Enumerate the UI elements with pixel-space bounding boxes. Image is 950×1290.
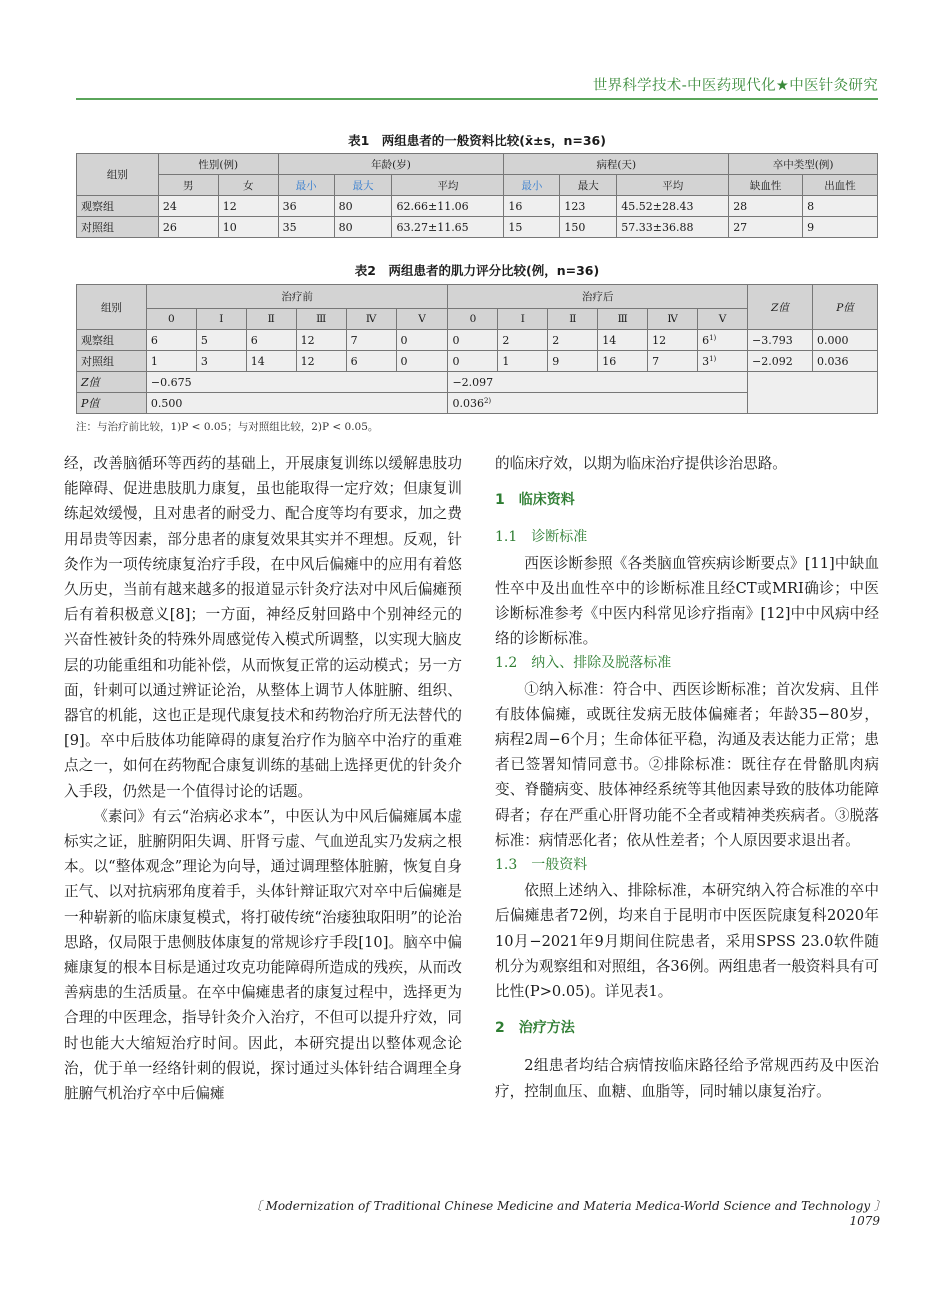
table-cell: 16 (598, 351, 648, 372)
t2-level-after: Ⅳ (648, 309, 698, 330)
table-row (77, 217, 878, 238)
table-cell: 57.33±36.88 (617, 217, 729, 238)
t1-sub-course-mean: 平均 (617, 175, 729, 196)
t1-sub-course-max: 最大 (560, 175, 617, 196)
table-cell: 80 (334, 217, 392, 238)
cell-value: 3 (702, 354, 710, 368)
t1-sub-age-max: 最大 (334, 175, 392, 196)
table-cell: 1 (498, 351, 548, 372)
t1-sub-female: 女 (218, 175, 278, 196)
table-cell: −3.793 (748, 330, 813, 351)
t2-level-before: Ⅳ (346, 309, 396, 330)
table-cell: 2 (498, 330, 548, 351)
table-cell: 6 (346, 351, 396, 372)
t2-level-after: Ⅰ (498, 309, 548, 330)
table-cell: 150 (560, 217, 617, 238)
subsection-heading: 1.3 一般资料 (495, 857, 588, 874)
table-cell: 80 (334, 196, 392, 217)
journal-title: 世界科学技术-中医药现代化★中医针灸研究 (592, 78, 878, 94)
t2-header-before: 治疗前 (146, 285, 448, 309)
t2-row-group: 观察组 (77, 330, 147, 351)
subsection-heading: 1.2 纳入、排除及脱落标准 (495, 655, 672, 672)
t2-level-before: Ⅲ (296, 309, 346, 330)
t1-sub-age-min: 最小 (278, 175, 334, 196)
t1-sub-course-min: 最小 (504, 175, 560, 196)
table-cell: 45.52±28.43 (617, 196, 729, 217)
section-heading: 2 治疗方法 (495, 1020, 575, 1037)
t1-header-age: 年龄(岁) (278, 154, 504, 175)
t2-z-label: Z值 (77, 372, 147, 393)
table-cell: 12 (296, 330, 346, 351)
table-cell: 62.66±11.06 (392, 196, 504, 217)
t2-level-after: Ⅱ (548, 309, 598, 330)
body-paragraph: 依照上述纳入、排除标准，本研究纳入符合标准的卒中后偏瘫患者72例，均来自于昆明市中医医院康复科2020年10月−2021年9月期间住院患者，采用SPSS 23.0软件随机分为观察组和对照组，各36例。两组患者一般资料具有可比性(P>0.05)。详见表1。 (495, 882, 879, 1001)
t2-p-before: 0.500 (146, 393, 448, 414)
table-cell: 5 (196, 330, 246, 351)
table-cell: 1 (146, 351, 196, 372)
table-cell: 2 (548, 330, 598, 351)
t2-level-after: Ⅲ (598, 309, 648, 330)
section-heading: 1 临床资料 (495, 492, 575, 509)
footnote-mark: 2) (483, 396, 492, 405)
table-cell: 0 (396, 330, 448, 351)
table-cell: 3 (196, 351, 246, 372)
t2-z-before: −0.675 (146, 372, 448, 393)
body-paragraph: 西医诊断参照《各类脑血管疾病诊断要点》[11]中缺血性卒中及出血性卒中的诊断标准且经CT或MRI确诊；中医诊断标准参考《中医内科常见诊疗指南》[12]中中风病中经络的诊断标准。 (495, 554, 879, 648)
table-cell: −2.092 (748, 351, 813, 372)
table-cell: 35 (278, 217, 334, 238)
table-cell: 0 (396, 351, 448, 372)
t2-level-before: 0 (146, 309, 196, 330)
table-cell: 7 (346, 330, 396, 351)
t1-row-group: 观察组 (77, 196, 159, 217)
table-cell: 12 (648, 330, 698, 351)
table-cell: 10 (218, 217, 278, 238)
table-cell: 16 (504, 196, 560, 217)
table1-caption: 表1 两组患者的一般资料比较(x̄±s，n=36) (348, 133, 606, 148)
table-cell: 9 (548, 351, 598, 372)
table-cell: 26 (158, 217, 218, 238)
table-row (77, 351, 878, 372)
t2-header-group: 组别 (77, 285, 147, 330)
table-cell: 0.036 (812, 351, 877, 372)
t1-header-group: 组别 (77, 154, 159, 196)
table-cell: 0 (448, 351, 498, 372)
footnote-mark: 1) (709, 333, 717, 342)
body-paragraph: 的临床疗效，以期为临床治疗提供诊治思路。 (495, 455, 787, 472)
right-column (495, 451, 879, 1104)
t2-level-before: Ⅱ (246, 309, 296, 330)
t2-z-after: −2.097 (448, 372, 748, 393)
table-cell: 14 (598, 330, 648, 351)
table-note: 注：与治疗前比较，1)P < 0.05；与对照组比较，2)P < 0.05。 (76, 421, 379, 433)
table-cell: 7 (648, 351, 698, 372)
t1-header-course: 病程(天) (504, 154, 729, 175)
table-cell: 8 (803, 196, 878, 217)
t2-header-after: 治疗后 (448, 285, 748, 309)
body-paragraph: 《素问》有云“治病必求本”，中医认为中风后偏瘫属本虚标实之证，脏腑阴阳失调、肝肾亏虚、气血逆乱实乃发病之根本。以“整体观念”理论为向导，通过调理整体脏腑，恢复自身正气、以对抗病邪角度着手，头体针辩证取穴对卒中后偏瘫是一种崭新的临床康复模式，将打破传统“治痿独取阳明”的论治思路，仅局限于患侧肢体康复的常规诊疗手段[10]。脑卒中偏瘫康复的根本目标是通过攻克功能障碍所造成的残疾，从而改善病患的生活质量。在卒中偏瘫患者的康复过程中，选择更为合理的中医理念，指导针灸介入治疗，不但可以提升疗效，同时也能大大缩短治疗时间。因此，本研究提出以整体观念论治，优于单一经络针刺的假说，探讨通过头体针结合调理全身脏腑气机治疗卒中后偏瘫 (64, 807, 462, 1103)
body-paragraph: 2组患者均结合病情按临床路径给予常规西药及中医治疗，控制血压、血糖、血脂等，同时辅以康复治疗。 (495, 1057, 879, 1100)
body-paragraph: ①纳入标准：符合中、西医诊断标准；首次发病、且伴有肢体偏瘫，或既往发病无肢体偏瘫者；年龄35−80岁，病程2周−6个月；生命体征平稳，沟通及表达能力正常；患者已签署知情同意书。②排除标准：既往存在骨骼肌肉病变、脊髓病变、肢体神经系统等其他因素导致的肢体功能障碍者；存在严重心肝肾功能不全者或精神类疾病者。③脱落标准：病情恶化者；依从性差者；个人原因要求退出者。 (495, 680, 879, 849)
body-paragraph: 经，改善脑循环等西药的基础上，开展康复训练以缓解患肢功能障碍、促进患肢肌力康复，虽也能取得一定疗效；但康复训练起效缓慢，且对患者的耐受力、配合度等均有要求，加之费用昂贵等因素，部分患者的康复效果其实并不理想。反观，针灸作为一项传统康复治疗手段，在中风后偏瘫中的应用有着悠久历史，当前有越来越多的报道显示针灸疗法对中风后偏瘫预后有着积极意义[8]；一方面，神经反射回路中个别神经元的兴奋性被针灸的特殊外周感觉传入模式所调整，以实现大脑皮层的功能重组和功能补偿，从而恢复正常的运动模式；另一方面，针刺可以通过辨证论治，从整体上调节人体脏腑、组织、器官的机能，这也正是现代康复技术和药物治疗所无法替代的[9]。卒中后肢体功能障碍的康复治疗作为脑卒中治疗的重难点之一，如何在药物配合康复训练的基础上选择更优的针灸介入手段，仍然是一个值得讨论的话题。 (64, 455, 462, 800)
table-cell (698, 330, 748, 351)
table-row (77, 196, 878, 217)
t1-sub-age-mean: 平均 (392, 175, 504, 196)
t2-level-before: Ⅰ (196, 309, 246, 330)
t1-header-gender: 性别(例) (158, 154, 278, 175)
header-rule (76, 98, 878, 100)
t1-header-stroke: 卒中类型(例) (729, 154, 878, 175)
table-cell: 0 (448, 330, 498, 351)
table-cell: 27 (729, 217, 803, 238)
table-cell: 15 (504, 217, 560, 238)
t2-level-before: Ⅴ (396, 309, 448, 330)
t2-header-z: Z值 (748, 285, 813, 330)
t2-level-after: Ⅴ (698, 309, 748, 330)
table-cell: 12 (296, 351, 346, 372)
table-cell: 14 (246, 351, 296, 372)
table-cell: 63.27±11.65 (392, 217, 504, 238)
cell-value: 0.036 (452, 396, 484, 410)
t2-p-after (448, 393, 748, 414)
t2-p-label: P值 (77, 393, 147, 414)
t2-level-after: 0 (448, 309, 498, 330)
table-cell (698, 351, 748, 372)
t1-row-group: 对照组 (77, 217, 159, 238)
t2-empty-cell (748, 372, 878, 414)
table2-caption: 表2 两组患者的肌力评分比较(例，n=36) (354, 263, 600, 278)
t2-row-group: 对照组 (77, 351, 147, 372)
table-row (77, 330, 878, 351)
table-cell: 24 (158, 196, 218, 217)
table1 (76, 153, 878, 238)
cell-value: 6 (702, 333, 710, 347)
t2-header-p: P值 (812, 285, 877, 330)
t1-sub-male: 男 (158, 175, 218, 196)
footnote-mark: 1) (709, 354, 717, 363)
running-header (76, 72, 878, 102)
table-cell: 9 (803, 217, 878, 238)
left-column (64, 451, 462, 1106)
table-cell: 28 (729, 196, 803, 217)
t1-sub-ischemic: 缺血性 (729, 175, 803, 196)
table-cell: 6 (146, 330, 196, 351)
t1-sub-hemorrhagic: 出血性 (803, 175, 878, 196)
table-cell: 123 (560, 196, 617, 217)
table-cell: 6 (246, 330, 296, 351)
table-cell: 12 (218, 196, 278, 217)
subsection-heading: 1.1 诊断标准 (495, 529, 588, 546)
table-row (77, 372, 878, 393)
page-footer: 〔 Modernization of Traditional Chinese Medicine and Materia Medica-World Science and Technology 〕 1079 (249, 1199, 893, 1228)
table2 (76, 284, 878, 414)
table-cell: 36 (278, 196, 334, 217)
table-cell: 0.000 (812, 330, 877, 351)
